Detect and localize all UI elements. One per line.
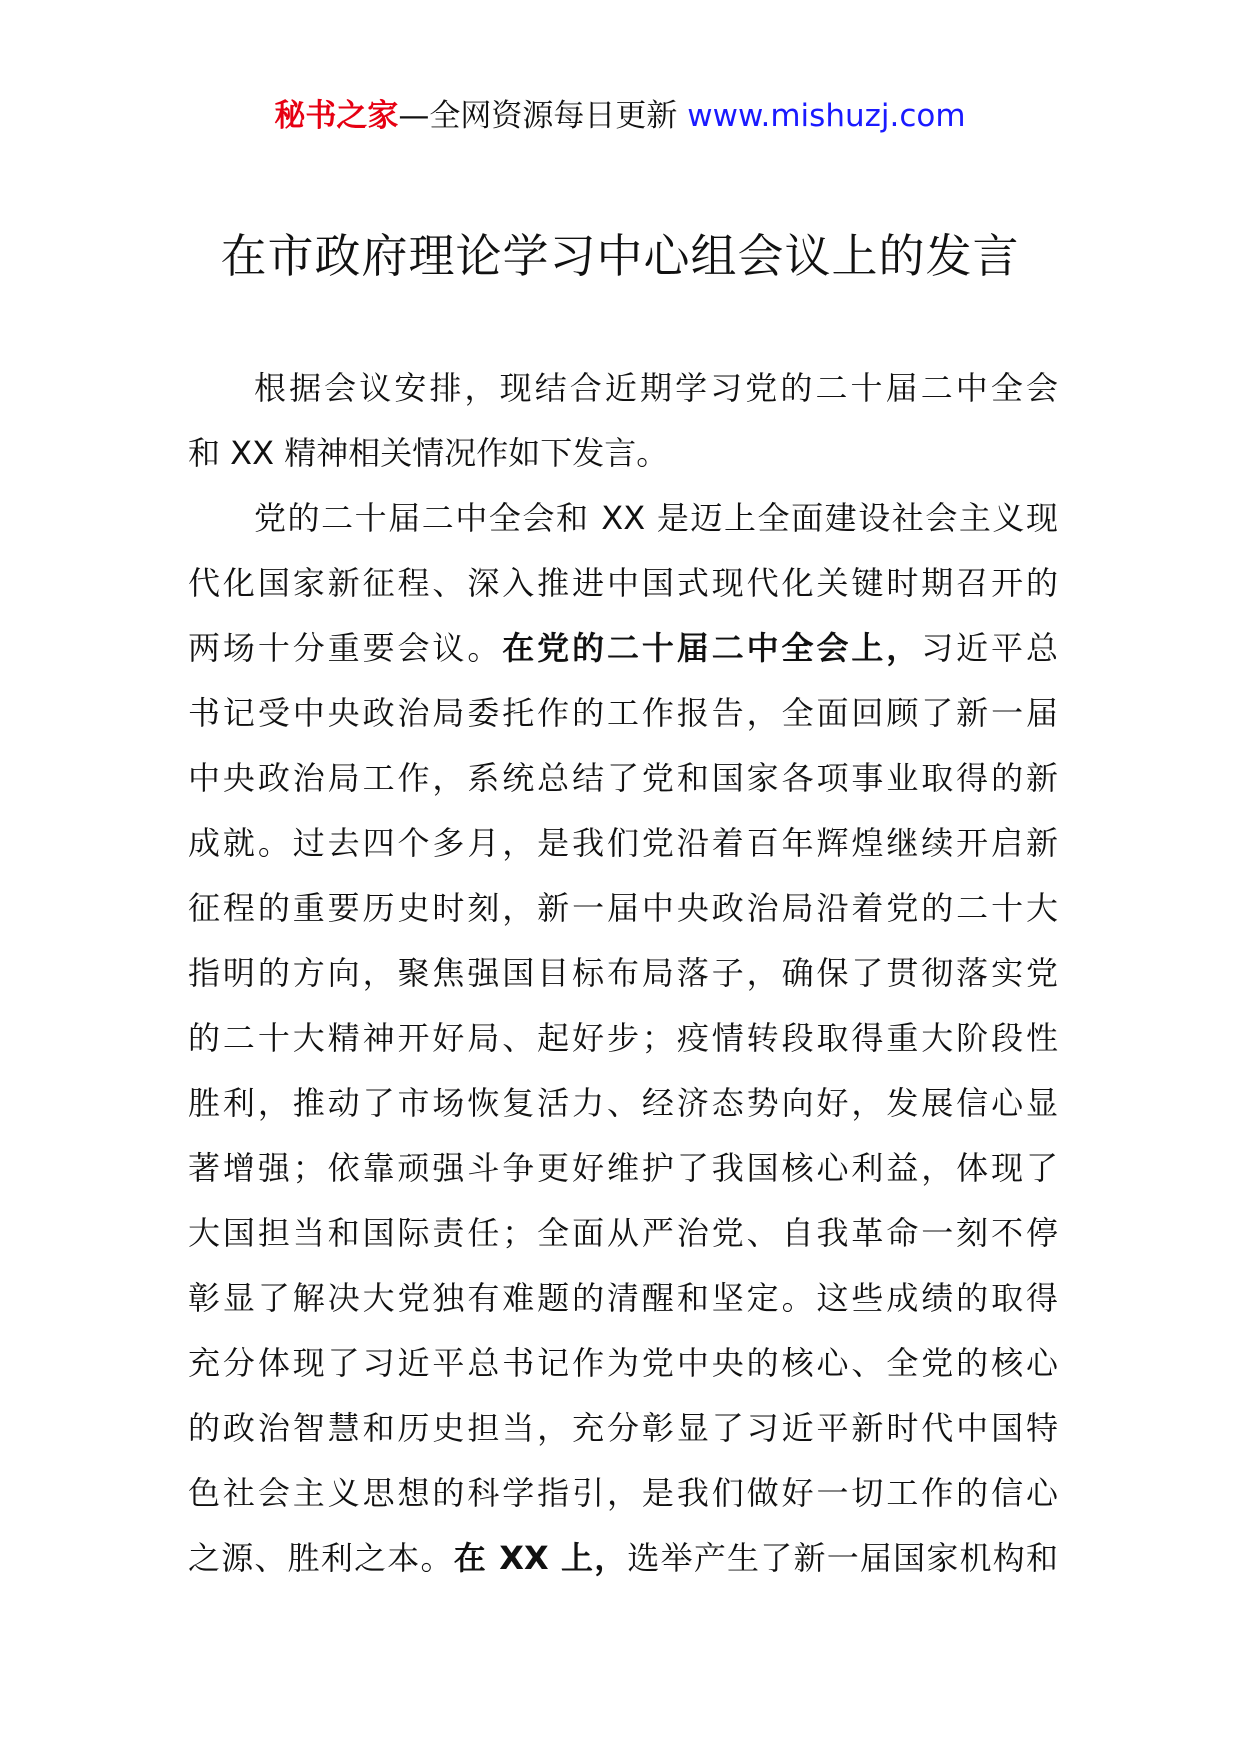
paragraph-2: [188, 486, 1058, 1591]
text-span: 习近平总: [921, 629, 1058, 667]
text-line: 彰显了解决大党独有难题的清醒和坚定。这些成绩的取得: [188, 1279, 1058, 1317]
site-url-link[interactable]: www.mishuzj.com: [687, 98, 966, 134]
text-span: 之源、胜利之本。: [188, 1539, 454, 1577]
text-line: [188, 616, 1058, 681]
text-line: 中央政治局工作，系统总结了党和国家各项事业取得的新: [188, 759, 1058, 797]
paragraph-1: [188, 356, 1058, 486]
text-line: 书记受中央政治局委托作的工作报告，全面回顾了新一届: [188, 694, 1058, 732]
text-line: 指明的方向，聚焦强国目标布局落子，确保了贯彻落实党: [188, 954, 1058, 992]
text-line: 代化国家新征程、深入推进中国式现代化关键时期召开的: [188, 564, 1058, 602]
text-line: 根据会议安排，现结合近期学习党的二十届二中全会: [254, 369, 1058, 407]
header-tagline: —全网资源每日更新: [398, 98, 678, 134]
text-line: 和 XX 精神相关情况作如下发言。: [188, 434, 669, 472]
text-line: 的政治智慧和历史担当，充分彰显了习近平新时代中国特: [188, 1409, 1058, 1447]
text-line: 征程的重要历史时刻，新一届中央政治局沿着党的二十大: [188, 889, 1058, 927]
bold-emphasis: 在 XX 上，: [453, 1539, 628, 1577]
text-line: 充分体现了习近平总书记作为党中央的核心、全党的核心: [188, 1344, 1058, 1382]
text-line: [188, 1526, 1058, 1591]
text-line: 成就。过去四个多月，是我们党沿着百年辉煌继续开启新: [188, 824, 1058, 862]
text-line: 著增强；依靠顽强斗争更好维护了我国核心利益，体现了: [188, 1149, 1058, 1187]
text-line: 胜利，推动了市场恢复活力、经济态势向好，发展信心显: [188, 1084, 1058, 1122]
site-header: [0, 96, 1240, 136]
text-line: 党的二十届二中全会和 XX 是迈上全面建设社会主义现: [254, 499, 1058, 537]
text-line: 的二十大精神开好局、起好步；疫情转段取得重大阶段性: [188, 1019, 1058, 1057]
text-line: 大国担当和国际责任；全面从严治党、自我革命一刻不停: [188, 1214, 1058, 1252]
text-span: 两场十分重要会议。: [188, 629, 503, 667]
bold-emphasis: 在党的二十届二中全会上，: [502, 629, 922, 667]
text-line: 色社会主义思想的科学指引，是我们做好一切工作的信心: [188, 1474, 1058, 1512]
text-span: 选举产生了新一届国家机构和: [627, 1539, 1058, 1577]
brand-name: 秘书之家: [274, 98, 399, 134]
document-title: 在市政府理论学习中心组会议上的发言: [220, 229, 1020, 283]
document-body: [188, 356, 1058, 1591]
